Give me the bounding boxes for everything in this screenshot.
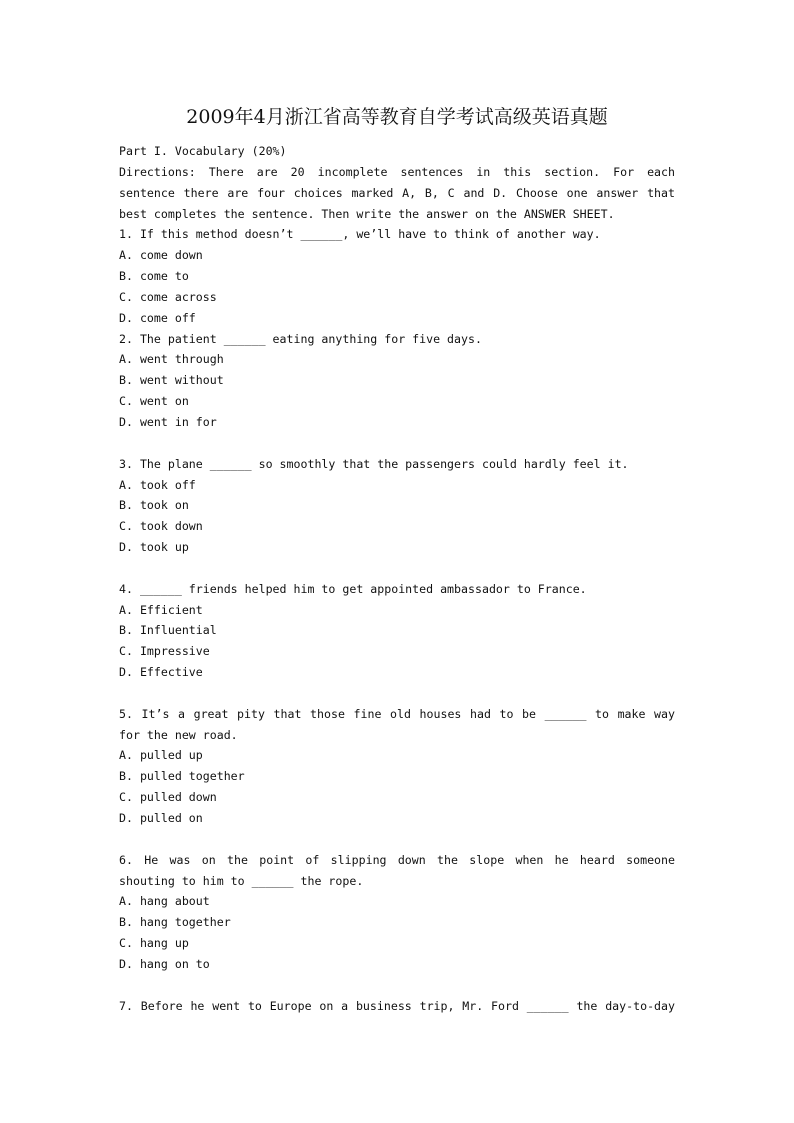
blank-line bbox=[119, 829, 675, 850]
question-stem: 4. ______ friends helped him to get appointed ambassador to France. bbox=[119, 581, 587, 596]
question-stem: 5. It’s a great pity that those fine old houses had to be ______ to make way bbox=[119, 706, 675, 721]
answer-option: D. took up bbox=[119, 540, 189, 555]
answer-option: D. went in for bbox=[119, 414, 217, 429]
answer-option: C. took down bbox=[119, 519, 203, 534]
answer-option: D. pulled on bbox=[119, 811, 203, 825]
directions-line: Directions: There are 20 incomplete sentences in this section. For each bbox=[119, 164, 675, 179]
answer-option: A. went through bbox=[119, 352, 224, 367]
answer-option: C. went on bbox=[119, 394, 189, 409]
answer-option: B. hang together bbox=[119, 915, 231, 930]
question-item bbox=[119, 704, 675, 829]
question-item bbox=[119, 224, 675, 328]
question-stem: 7. Before he went to Europe on a business trip, Mr. Ford ______ the day-to-day bbox=[119, 998, 675, 1013]
question-stem: 2. The patient ______ eating anything for five days. bbox=[119, 331, 482, 346]
answer-option: D. hang on to bbox=[119, 956, 210, 971]
question-stem: 1. If this method doesn’t ______, we’ll have to think of another way. bbox=[119, 227, 601, 242]
question-stem: 3. The plane ______ so smoothly that the passengers could hardly feel it. bbox=[119, 456, 629, 471]
blank-line bbox=[119, 683, 675, 704]
document-title: 2009年4月浙江省高等教育自学考试高级英语真题 bbox=[186, 106, 608, 128]
question-stem: 6. He was on the point of slipping down the slope when he heard someone bbox=[119, 852, 675, 867]
question-item bbox=[119, 850, 675, 975]
question-stem-continued: shouting to him to ______ the rope. bbox=[119, 873, 364, 888]
answer-option: C. come across bbox=[119, 289, 217, 304]
blank-line bbox=[119, 975, 675, 996]
question-item bbox=[119, 579, 675, 683]
question-item bbox=[119, 329, 675, 433]
blank-line bbox=[119, 558, 675, 579]
answer-option: B. come to bbox=[119, 269, 189, 284]
question-stem-continued: for the new road. bbox=[119, 727, 238, 742]
answer-option: A. took off bbox=[119, 477, 196, 492]
answer-option: B. went without bbox=[119, 373, 224, 388]
answer-option: B. took on bbox=[119, 498, 189, 513]
answer-option: C. pulled down bbox=[119, 790, 217, 805]
answer-option: A. Efficient bbox=[119, 602, 203, 617]
answer-option: C. hang up bbox=[119, 936, 189, 951]
answer-option: A. come down bbox=[119, 248, 203, 263]
question-item bbox=[119, 454, 675, 558]
directions-line: sentence there are four choices marked A, B, C and D. Choose one answer that bbox=[119, 185, 675, 200]
answer-option: D. Effective bbox=[119, 665, 203, 680]
answer-option: D. come off bbox=[119, 310, 196, 325]
document-body bbox=[119, 141, 675, 1016]
answer-option: A. pulled up bbox=[119, 748, 203, 763]
answer-option: C. Impressive bbox=[119, 644, 210, 659]
directions-line: best completes the sentence. Then write the answer on the ANSWER SHEET. bbox=[119, 206, 615, 221]
directions-paragraph bbox=[119, 162, 675, 225]
answer-option: B. Influential bbox=[119, 623, 217, 638]
question-item bbox=[119, 996, 675, 1017]
part-heading: Part I. Vocabulary (20%) bbox=[119, 144, 287, 158]
blank-line bbox=[119, 433, 675, 454]
answer-option: B. pulled together bbox=[119, 769, 245, 784]
answer-option: A. hang about bbox=[119, 894, 210, 909]
